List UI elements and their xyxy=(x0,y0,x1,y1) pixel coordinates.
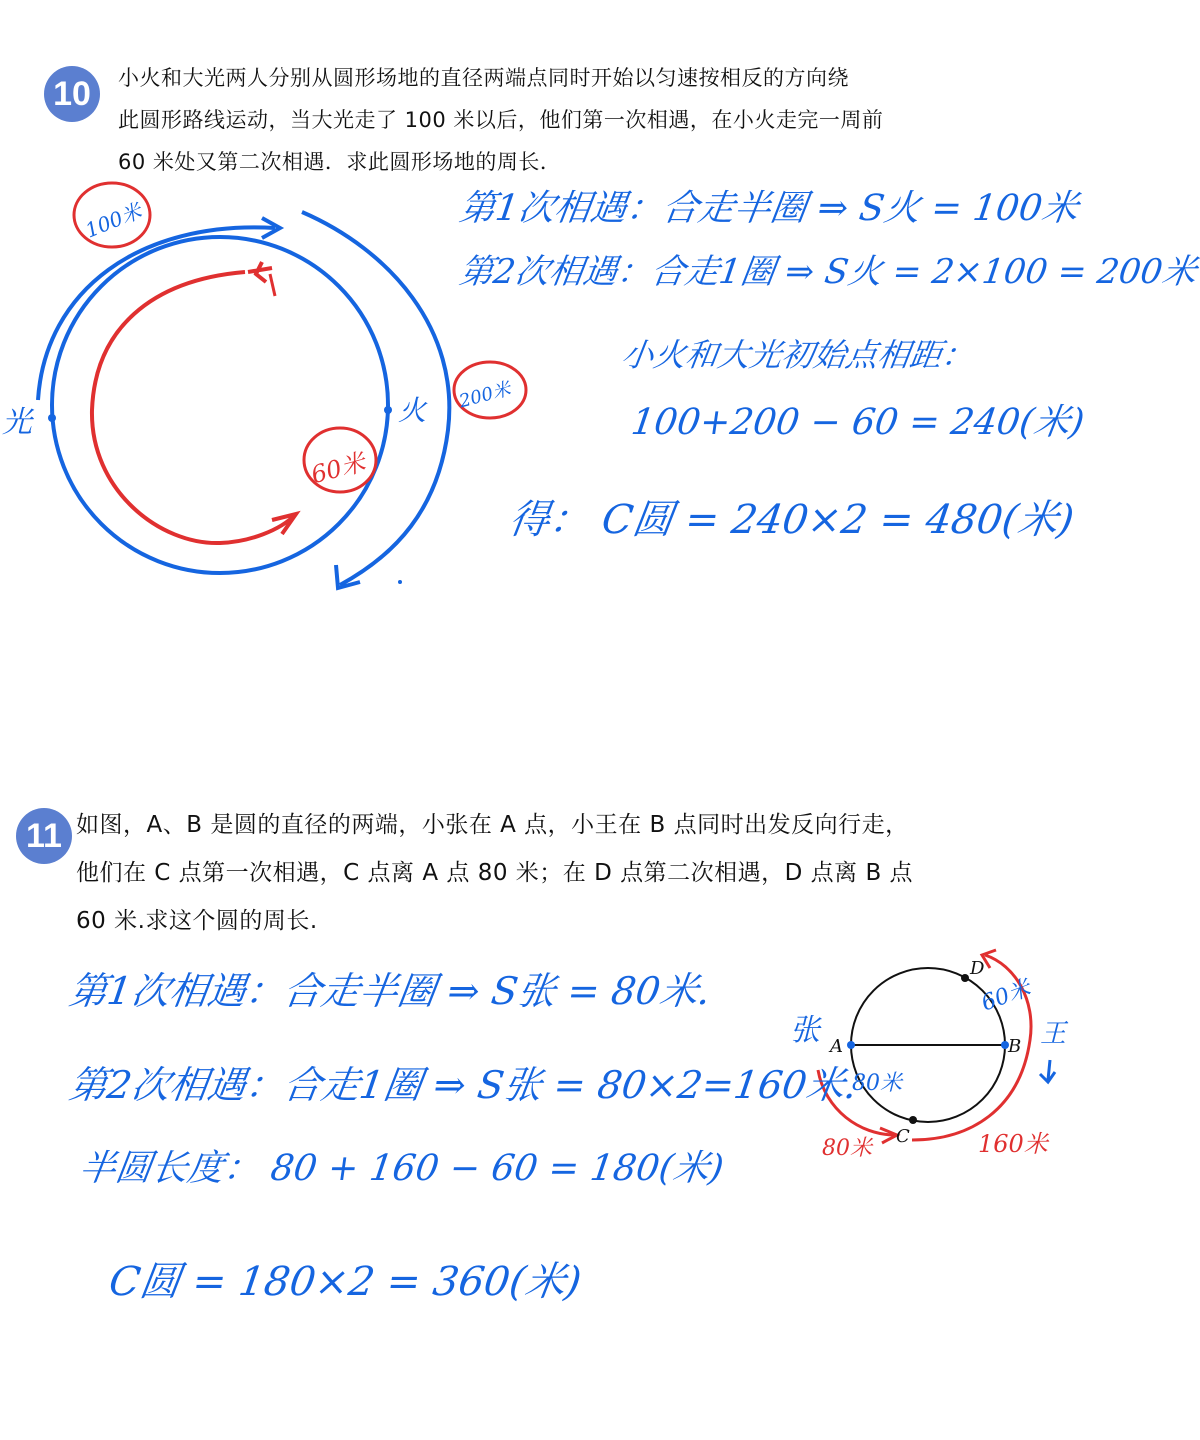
p10-solution-line-1: 第1次相遇：合走半圈 ⇒ S火 = 100米 xyxy=(456,188,1081,229)
path-red-loop xyxy=(92,272,295,543)
point-huo xyxy=(384,406,392,414)
path-blue-wang-arrow xyxy=(1040,1060,1055,1082)
problem-10-badge: 10 xyxy=(44,66,100,122)
tag-100: 100米 xyxy=(81,198,145,243)
track-circle xyxy=(52,237,388,573)
label-huo: 火 xyxy=(398,394,427,427)
path-blue-outer-top xyxy=(38,227,275,400)
tag-60: 60米 xyxy=(308,448,369,490)
p11-solution-line-4: C圆 = 180×2 = 360(米) xyxy=(106,1259,585,1305)
p11-solution-line-2: 第2次相遇：合走1圈 ⇒ S张 = 80×2=160米. xyxy=(66,1063,860,1107)
tag-80m-outer: 80米 xyxy=(822,1136,872,1161)
point-c-dot xyxy=(909,1116,917,1124)
problem-11-line-1: 如图，A、B 是圆的直径的两端，小张在 A 点，小王在 B 点同时出发反向行走， xyxy=(76,812,909,838)
label-zhang: 张 xyxy=(790,1013,820,1048)
path-red-end-hook xyxy=(270,274,275,296)
point-guang xyxy=(48,414,56,422)
path-blue-outer-right xyxy=(302,212,449,585)
p10-solution-line-3: 小火和大光初始点相距： xyxy=(619,336,977,374)
problem-11-line-2: 他们在 C 点第一次相遇，C 点离 A 点 80 米；在 D 点第二次相遇，D 点离 B 点 xyxy=(76,860,914,886)
label-point-c: C xyxy=(896,1126,910,1147)
label-guang: 光 xyxy=(2,405,32,440)
point-d-dot xyxy=(961,974,969,982)
p10-solution-line-5: 得： C圆 = 240×2 = 480(米) xyxy=(506,497,1077,543)
problem-10-line-2: 此圆形路线运动，当大光走了 100 米以后，他们第一次相遇，在小火走完一周前 xyxy=(118,108,884,132)
tag-60m: 60米 xyxy=(978,975,1034,1017)
p10-solution-line-4: 100+200 − 60 = 240(米) xyxy=(628,402,1087,443)
label-point-b: B xyxy=(1008,1036,1022,1057)
problem-10-diagram xyxy=(2,183,526,588)
tag-80m-inner: 80米 xyxy=(852,1071,902,1096)
tag-200: 200米 xyxy=(456,378,513,413)
problem-10-line-1: 小火和大光两人分别从圆形场地的直径两端点同时开始以匀速按相反的方向绕 xyxy=(118,66,849,90)
label-point-a: A xyxy=(830,1036,843,1057)
problem-11-badge: 11 xyxy=(16,808,72,864)
stray-dot xyxy=(398,580,402,584)
label-wang: 王 xyxy=(1040,1019,1067,1049)
problem-10-line-3: 60 米处又第二次相遇．求此圆形场地的周长． xyxy=(118,150,562,174)
label-point-d: D xyxy=(970,958,985,979)
p10-solution-line-2: 第2次相遇：合走1圈 ⇒ S火 = 2×100 = 200米 xyxy=(456,252,1200,292)
p11-solution-line-1: 第1次相遇：合走半圈 ⇒ S张 = 80米. xyxy=(66,969,714,1013)
path-red-start-arrow xyxy=(248,262,272,282)
p11-solution-line-3: 半圆长度： 80 + 160 − 60 = 180(米) xyxy=(76,1148,727,1189)
problem-11-line-3: 60 米.求这个圆的周长. xyxy=(76,908,318,934)
tag-160m: 160米 xyxy=(978,1130,1048,1158)
point-a-dot xyxy=(847,1041,855,1049)
